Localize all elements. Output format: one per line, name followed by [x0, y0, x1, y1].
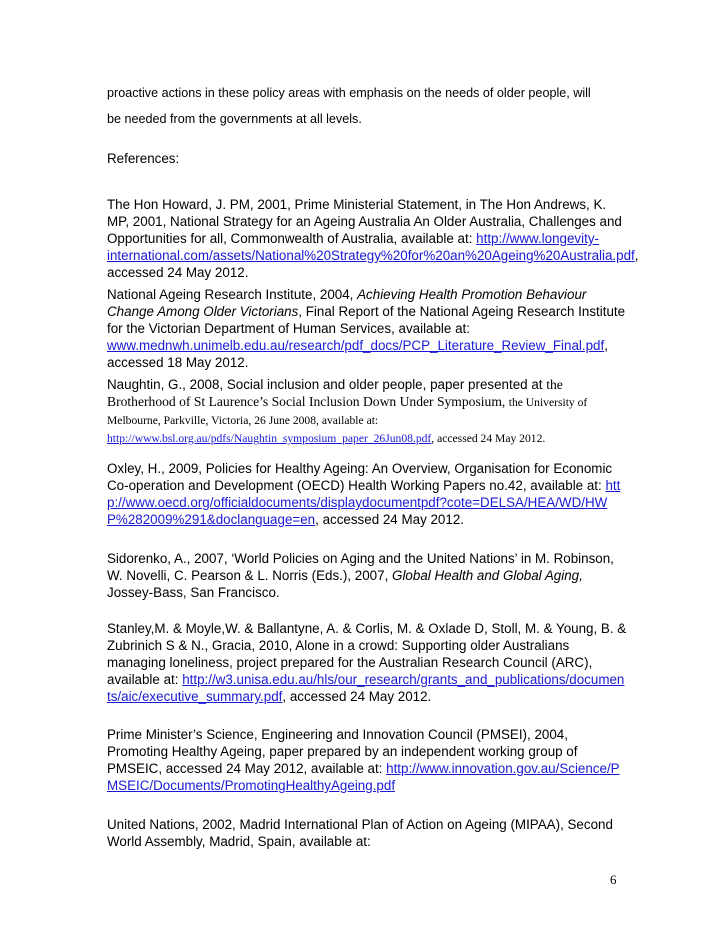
ref-text: The Hon Howard, J. PM, 2001, Prime Ministerial Statement, in The Hon Andrews, K. MP, 2001, National Strategy for an Ageing Australia An Older Australia, Challenges and Opportunities for all, Commonwealth of Australia, available at:	[107, 197, 622, 246]
ref-text: , accessed 24 May 2012.	[315, 512, 464, 527]
intro-paragraph	[107, 80, 627, 132]
ref-link-oecd[interactable]: http://www.oecd.org/officialdocuments/displaydocumentpdf?cote=DELSA/HEA/WD/HWP%282009%291&doclanguage=en	[107, 478, 621, 527]
intro-line-2: be needed from the governments at all levels.	[107, 112, 362, 126]
ref-link-innovation[interactable]: http://www.innovation.gov.au/Science/PMSEIC/Documents/PromotingHealthyAgeing.pdf	[107, 761, 620, 793]
reference-stanley	[107, 620, 627, 705]
ref-text: Prime Minister’s Science, Engineering and Innovation Council (PMSEI), 2004, Promoting Healthy Ageing, paper prepared by an independent working group of PMSEIC, accessed 24 May 2012, available at:	[107, 727, 578, 776]
ref-text: Stanley,M. & Moyle,W. & Ballantyne, A. & Corlis, M. & Oxlade D, Stoll, M. & Young, B. & Zubrinich S & N., Gracia, 2010, Alone in a crowd: Supporting older Australians managing loneliness, project prepared for the Australian Research Council (ARC), available at:	[107, 621, 627, 687]
ref-text: National Ageing Research Institute, 2004,	[107, 287, 358, 302]
reference-sidorenko	[107, 550, 627, 601]
reference-howard	[107, 196, 639, 281]
ref-link-longevity[interactable]: http://www.longevity-international.com/assets/National%20Strategy%20for%20an%20Ageing%20Australia.pdf	[107, 231, 635, 263]
ref-text: , accessed 24 May 2012.	[107, 248, 639, 280]
ref-text: United Nations, 2002, Madrid International Plan of Action on Ageing (MIPAA), Second World Assembly, Madrid, Spain, available at:	[107, 817, 613, 849]
reference-pmseic	[107, 726, 627, 794]
intro-line-1: proactive actions in these policy areas with emphasis on the needs of older people, will	[107, 86, 591, 100]
references-heading: References:	[107, 151, 180, 166]
ref-text: Jossey-Bass, San Francisco.	[107, 585, 280, 600]
ref-text: , Final Report of the National Ageing Research Institute for the Victorian Department of Human Services, available at:	[107, 304, 626, 336]
ref-text: Oxley, H., 2009, Policies for Healthy Ageing: An Overview, Organisation for Economic Co-operation and Development (OECD) Health Working Papers no.42, available at:	[107, 461, 613, 493]
reference-un	[107, 816, 627, 850]
ref-link-mednwh[interactable]: www.mednwh.unimelb.edu.au/research/pdf_docs/PCP_Literature_Review_Final.pdf	[107, 338, 605, 353]
reference-nari	[107, 286, 627, 371]
ref-text: Sidorenko, A., 2007, ‘World Policies on Aging and the United Nations’ in M. Robinson, W. Novelli, C. Pearson & L. Norris (Eds.), 2007,	[107, 551, 614, 583]
ref-text: , accessed 18 May 2012.	[107, 338, 608, 370]
ref-text: the University of Melbourne, Parkville, Victoria, 26 June 2008, available at:	[107, 396, 588, 427]
ref-link-bsl[interactable]: http://www.bsl.org.au/pdfs/Naughtin_symposium_paper_26Jun08.pdf	[107, 432, 432, 445]
ref-link-unisa[interactable]: http://w3.unisa.edu.au/hls/our_research/grants_and_publications/documents/aic/executive_summary.pdf	[107, 672, 625, 704]
ref-title: Achieving Health Promotion Behaviour Change Among Older Victorians	[107, 287, 587, 319]
reference-naughtin	[107, 376, 627, 447]
ref-text: the Brotherhood of St Laurence’s Social Inclusion Down Under Symposium,	[107, 377, 563, 409]
reference-oxley	[107, 460, 627, 528]
ref-title: Global Health and Global Aging,	[392, 568, 583, 583]
ref-text: , accessed 24 May 2012.	[431, 432, 546, 445]
ref-text: , accessed 24 May 2012.	[282, 689, 432, 704]
page-number: 6	[610, 872, 617, 887]
ref-text: Naughtin, G., 2008, Social inclusion and older people, paper presented at	[107, 377, 547, 392]
